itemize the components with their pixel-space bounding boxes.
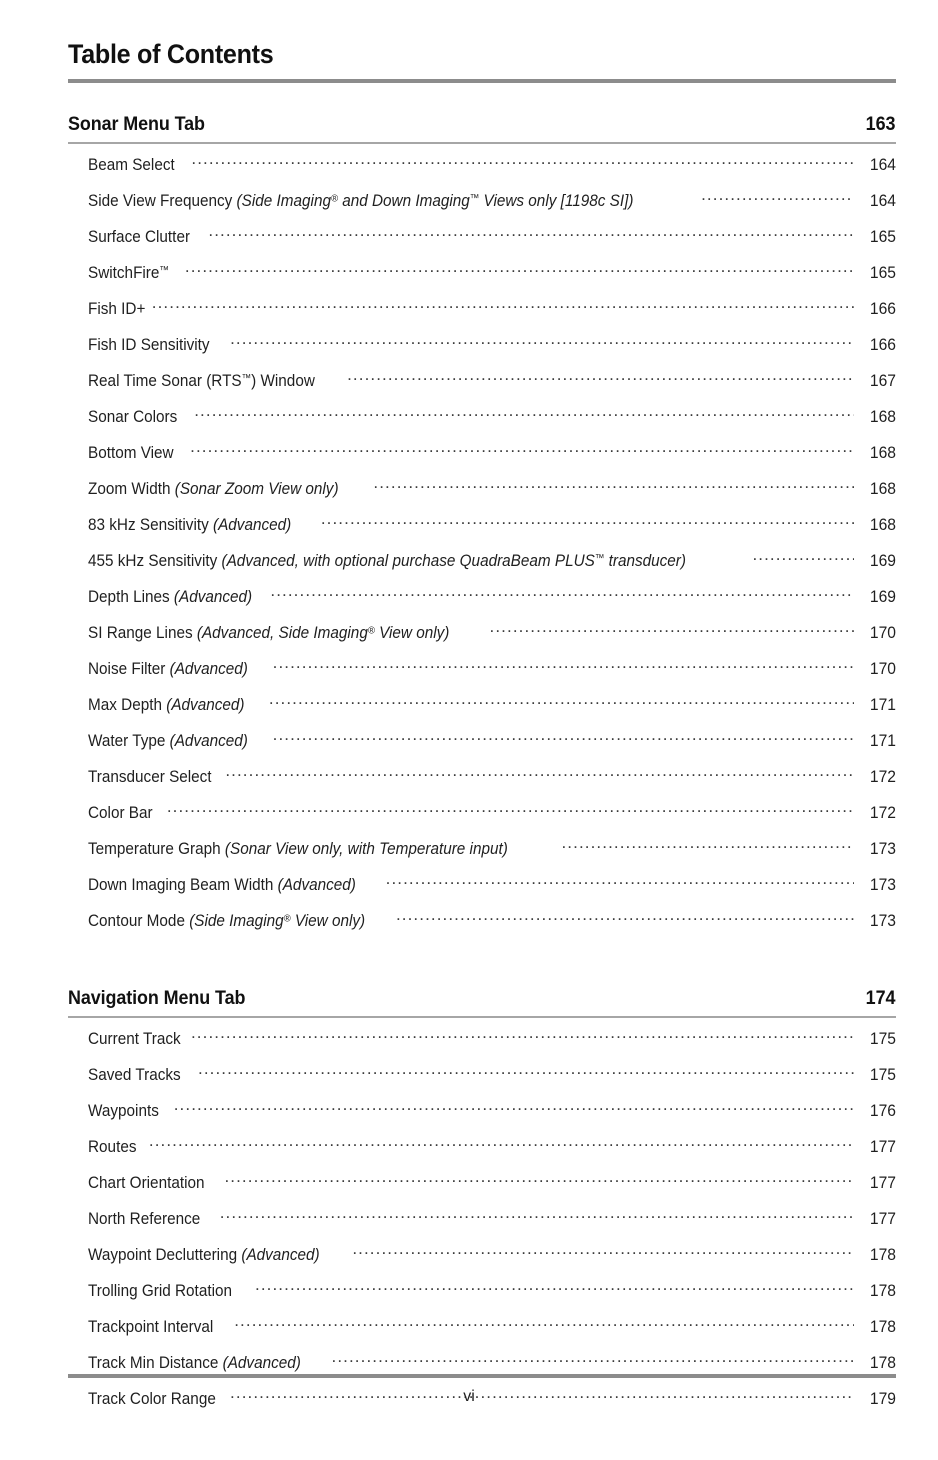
dot-leader	[752, 549, 854, 566]
section-heading[interactable]	[68, 987, 896, 1010]
registered-icon: ®	[283, 912, 291, 925]
toc-entry[interactable]	[88, 225, 896, 261]
dot-leader	[352, 1243, 854, 1260]
dot-leader	[230, 333, 854, 350]
toc-entry-label: Track Min Distance (Advanced)	[88, 1352, 301, 1372]
dot-leader	[386, 873, 854, 890]
section-divider	[68, 1016, 896, 1018]
toc-entry-page-number: 179	[869, 1388, 896, 1408]
toc-entry-label: Track Color Range	[88, 1388, 216, 1408]
toc-section	[68, 987, 896, 1423]
toc-entry[interactable]	[88, 405, 896, 441]
toc-entry-page-number: 177	[869, 1172, 896, 1192]
dot-leader	[208, 225, 854, 242]
dot-leader	[270, 585, 854, 602]
trademark-icon: ™	[469, 192, 480, 205]
toc-entry-label: SwitchFire™	[88, 262, 169, 282]
toc-entry[interactable]	[88, 585, 896, 621]
toc-entry-page-number: 172	[869, 802, 896, 822]
toc-entry-page-number: 165	[869, 262, 896, 282]
toc-entry-page-number: 177	[869, 1208, 896, 1228]
toc-entry-label: Sonar Colors	[88, 406, 178, 426]
toc-entry-page-number: 170	[869, 658, 896, 678]
dot-leader	[224, 1171, 854, 1188]
toc-entry-label: Noise Filter (Advanced)	[88, 658, 248, 678]
toc-entry-label: Bottom View	[88, 442, 174, 462]
dot-leader	[149, 1135, 854, 1152]
toc-entry[interactable]	[88, 1063, 896, 1099]
dot-leader	[347, 369, 854, 386]
dot-leader	[185, 261, 854, 278]
toc-entry[interactable]	[88, 1279, 896, 1315]
registered-icon: ®	[330, 192, 338, 205]
toc-entry[interactable]	[88, 693, 896, 729]
toc-entry-label: Side View Frequency (Side Imaging® and Down Imaging™ Views only [1198c SI])	[88, 190, 634, 210]
dot-leader	[152, 297, 854, 314]
toc-entry-label: Fish ID+	[88, 298, 146, 318]
toc-entry-label: Routes	[88, 1136, 137, 1156]
toc-entry[interactable]	[88, 1351, 896, 1387]
toc-entry[interactable]	[88, 621, 896, 657]
toc-entry-page-number: 169	[869, 550, 896, 570]
toc-entry-page-number: 167	[869, 370, 896, 390]
toc-entry-page-number: 173	[869, 910, 896, 930]
toc-entry-label: Transducer Select	[88, 766, 212, 786]
toc-entry-label: Water Type (Advanced)	[88, 730, 248, 750]
toc-entry-label: Trolling Grid Rotation	[88, 1280, 232, 1300]
toc-entry-page-number: 172	[869, 766, 896, 786]
toc-entry[interactable]	[88, 477, 896, 513]
trademark-icon: ™	[594, 552, 605, 565]
toc-entry-label: SI Range Lines (Advanced, Side Imaging® View only)	[88, 622, 450, 642]
toc-entry-page-number: 168	[869, 406, 896, 426]
dot-leader	[321, 513, 854, 530]
toc-entry-label: Depth Lines (Advanced)	[88, 586, 253, 606]
toc-entry-page-number: 178	[869, 1244, 896, 1264]
section-page-number: 174	[866, 986, 896, 1009]
toc-section	[68, 113, 896, 945]
dot-leader	[194, 405, 854, 422]
toc-entry[interactable]	[88, 1315, 896, 1351]
toc-entry[interactable]	[88, 765, 896, 801]
toc-entry-label: Waypoints	[88, 1100, 159, 1120]
dot-leader	[561, 837, 854, 854]
dot-leader	[396, 909, 854, 926]
trademark-icon: ™	[241, 372, 252, 385]
toc-entry[interactable]	[88, 189, 896, 225]
toc-entry-label: Color Bar	[88, 802, 153, 822]
toc-entry-page-number: 170	[869, 622, 896, 642]
toc-entry[interactable]	[88, 549, 896, 585]
toc-sections	[68, 113, 896, 1423]
toc-entry[interactable]	[88, 441, 896, 477]
dot-leader	[234, 1315, 854, 1332]
registered-icon: ®	[367, 624, 375, 637]
toc-entry-label: Fish ID Sensitivity	[88, 334, 210, 354]
dot-leader	[198, 1063, 854, 1080]
footer-divider	[68, 1374, 896, 1378]
toc-entry[interactable]	[88, 369, 896, 405]
toc-entry-page-number: 164	[869, 190, 896, 210]
toc-entry-label: Chart Orientation	[88, 1172, 205, 1192]
toc-entry[interactable]	[88, 297, 896, 333]
toc-entry-list	[68, 1027, 896, 1423]
title-divider	[68, 79, 896, 83]
toc-entry-page-number: 171	[869, 730, 896, 750]
page-title: Table of Contents	[68, 39, 274, 69]
dot-leader	[255, 1279, 854, 1296]
toc-entry-list	[68, 153, 896, 945]
toc-entry-page-number: 175	[869, 1064, 896, 1084]
toc-entry-label: 83 kHz Sensitivity (Advanced)	[88, 514, 292, 534]
toc-entry[interactable]	[88, 1207, 896, 1243]
toc-entry-label: Beam Select	[88, 154, 175, 174]
toc-entry-page-number: 166	[869, 298, 896, 318]
toc-entry[interactable]	[88, 1027, 896, 1063]
toc-entry-page-number: 169	[869, 586, 896, 606]
toc-entry-page-number: 168	[869, 442, 896, 462]
toc-entry-page-number: 166	[869, 334, 896, 354]
toc-entry-page-number: 178	[869, 1352, 896, 1372]
toc-entry[interactable]	[88, 513, 896, 549]
toc-entry-label: Saved Tracks	[88, 1064, 181, 1084]
dot-leader	[269, 693, 854, 710]
toc-entry-label: North Reference	[88, 1208, 201, 1228]
dot-leader	[490, 621, 854, 638]
toc-entry-page-number: 178	[869, 1280, 896, 1300]
trademark-icon: ™	[159, 264, 169, 277]
toc-entry-page-number: 171	[869, 694, 896, 714]
toc-entry-label: Contour Mode (Side Imaging® View only)	[88, 910, 366, 930]
toc-entry[interactable]	[88, 909, 896, 945]
toc-entry[interactable]	[88, 801, 896, 837]
toc-entry-page-number: 173	[869, 874, 896, 894]
dot-leader	[167, 801, 854, 818]
toc-content	[68, 40, 896, 1423]
toc-entry-label: 455 kHz Sensitivity (Advanced, with optional purchase QuadraBeam PLUS™ transducer)	[88, 550, 686, 570]
toc-entry-page-number: 164	[869, 154, 896, 174]
dot-leader	[191, 153, 854, 170]
toc-entry-label: Max Depth (Advanced)	[88, 694, 245, 714]
footer-page-number: vi	[463, 1388, 475, 1405]
dot-leader	[273, 729, 854, 746]
dot-leader	[191, 1027, 854, 1044]
toc-entry-label: Down Imaging Beam Width (Advanced)	[88, 874, 356, 894]
dot-leader	[701, 189, 854, 206]
dot-leader	[273, 657, 854, 674]
dot-leader	[174, 1099, 854, 1116]
toc-entry[interactable]	[88, 261, 896, 297]
toc-entry-page-number: 176	[869, 1100, 896, 1120]
dot-leader	[225, 765, 854, 782]
section-divider	[68, 142, 896, 144]
toc-entry-label: Waypoint Decluttering (Advanced)	[88, 1244, 320, 1264]
section-title: Sonar Menu Tab	[68, 112, 205, 135]
toc-entry[interactable]	[88, 1171, 896, 1207]
toc-entry[interactable]	[88, 333, 896, 369]
toc-entry-page-number: 168	[869, 478, 896, 498]
toc-entry[interactable]	[88, 657, 896, 693]
toc-entry[interactable]	[88, 873, 896, 909]
dot-leader	[220, 1207, 854, 1224]
toc-entry-page-number: 177	[869, 1136, 896, 1156]
toc-entry[interactable]	[88, 729, 896, 765]
toc-entry-label: Real Time Sonar (RTS™) Window	[88, 370, 315, 390]
dot-leader	[332, 1351, 854, 1368]
section-title: Navigation Menu Tab	[68, 986, 246, 1009]
toc-entry-page-number: 173	[869, 838, 896, 858]
toc-entry[interactable]	[88, 153, 896, 189]
toc-entry[interactable]	[88, 837, 896, 873]
toc-entry-label: Trackpoint Interval	[88, 1316, 214, 1336]
toc-entry[interactable]	[88, 1135, 896, 1171]
toc-entry-page-number: 178	[869, 1316, 896, 1336]
toc-entry[interactable]	[88, 1243, 896, 1279]
section-page-number: 163	[866, 112, 896, 135]
toc-entry[interactable]	[88, 1099, 896, 1135]
toc-entry-page-number: 165	[869, 226, 896, 246]
toc-entry-label: Temperature Graph (Sonar View only, with Temperature input)	[88, 838, 508, 858]
toc-entry-label: Zoom Width (Sonar Zoom View only)	[88, 478, 339, 498]
dot-leader	[373, 477, 854, 494]
toc-entry-page-number: 168	[869, 514, 896, 534]
toc-entry-label: Surface Clutter	[88, 226, 191, 246]
dot-leader	[190, 441, 854, 458]
toc-entry-page-number: 175	[869, 1028, 896, 1048]
toc-entry-label: Current Track	[88, 1028, 181, 1048]
section-heading[interactable]	[68, 113, 896, 136]
